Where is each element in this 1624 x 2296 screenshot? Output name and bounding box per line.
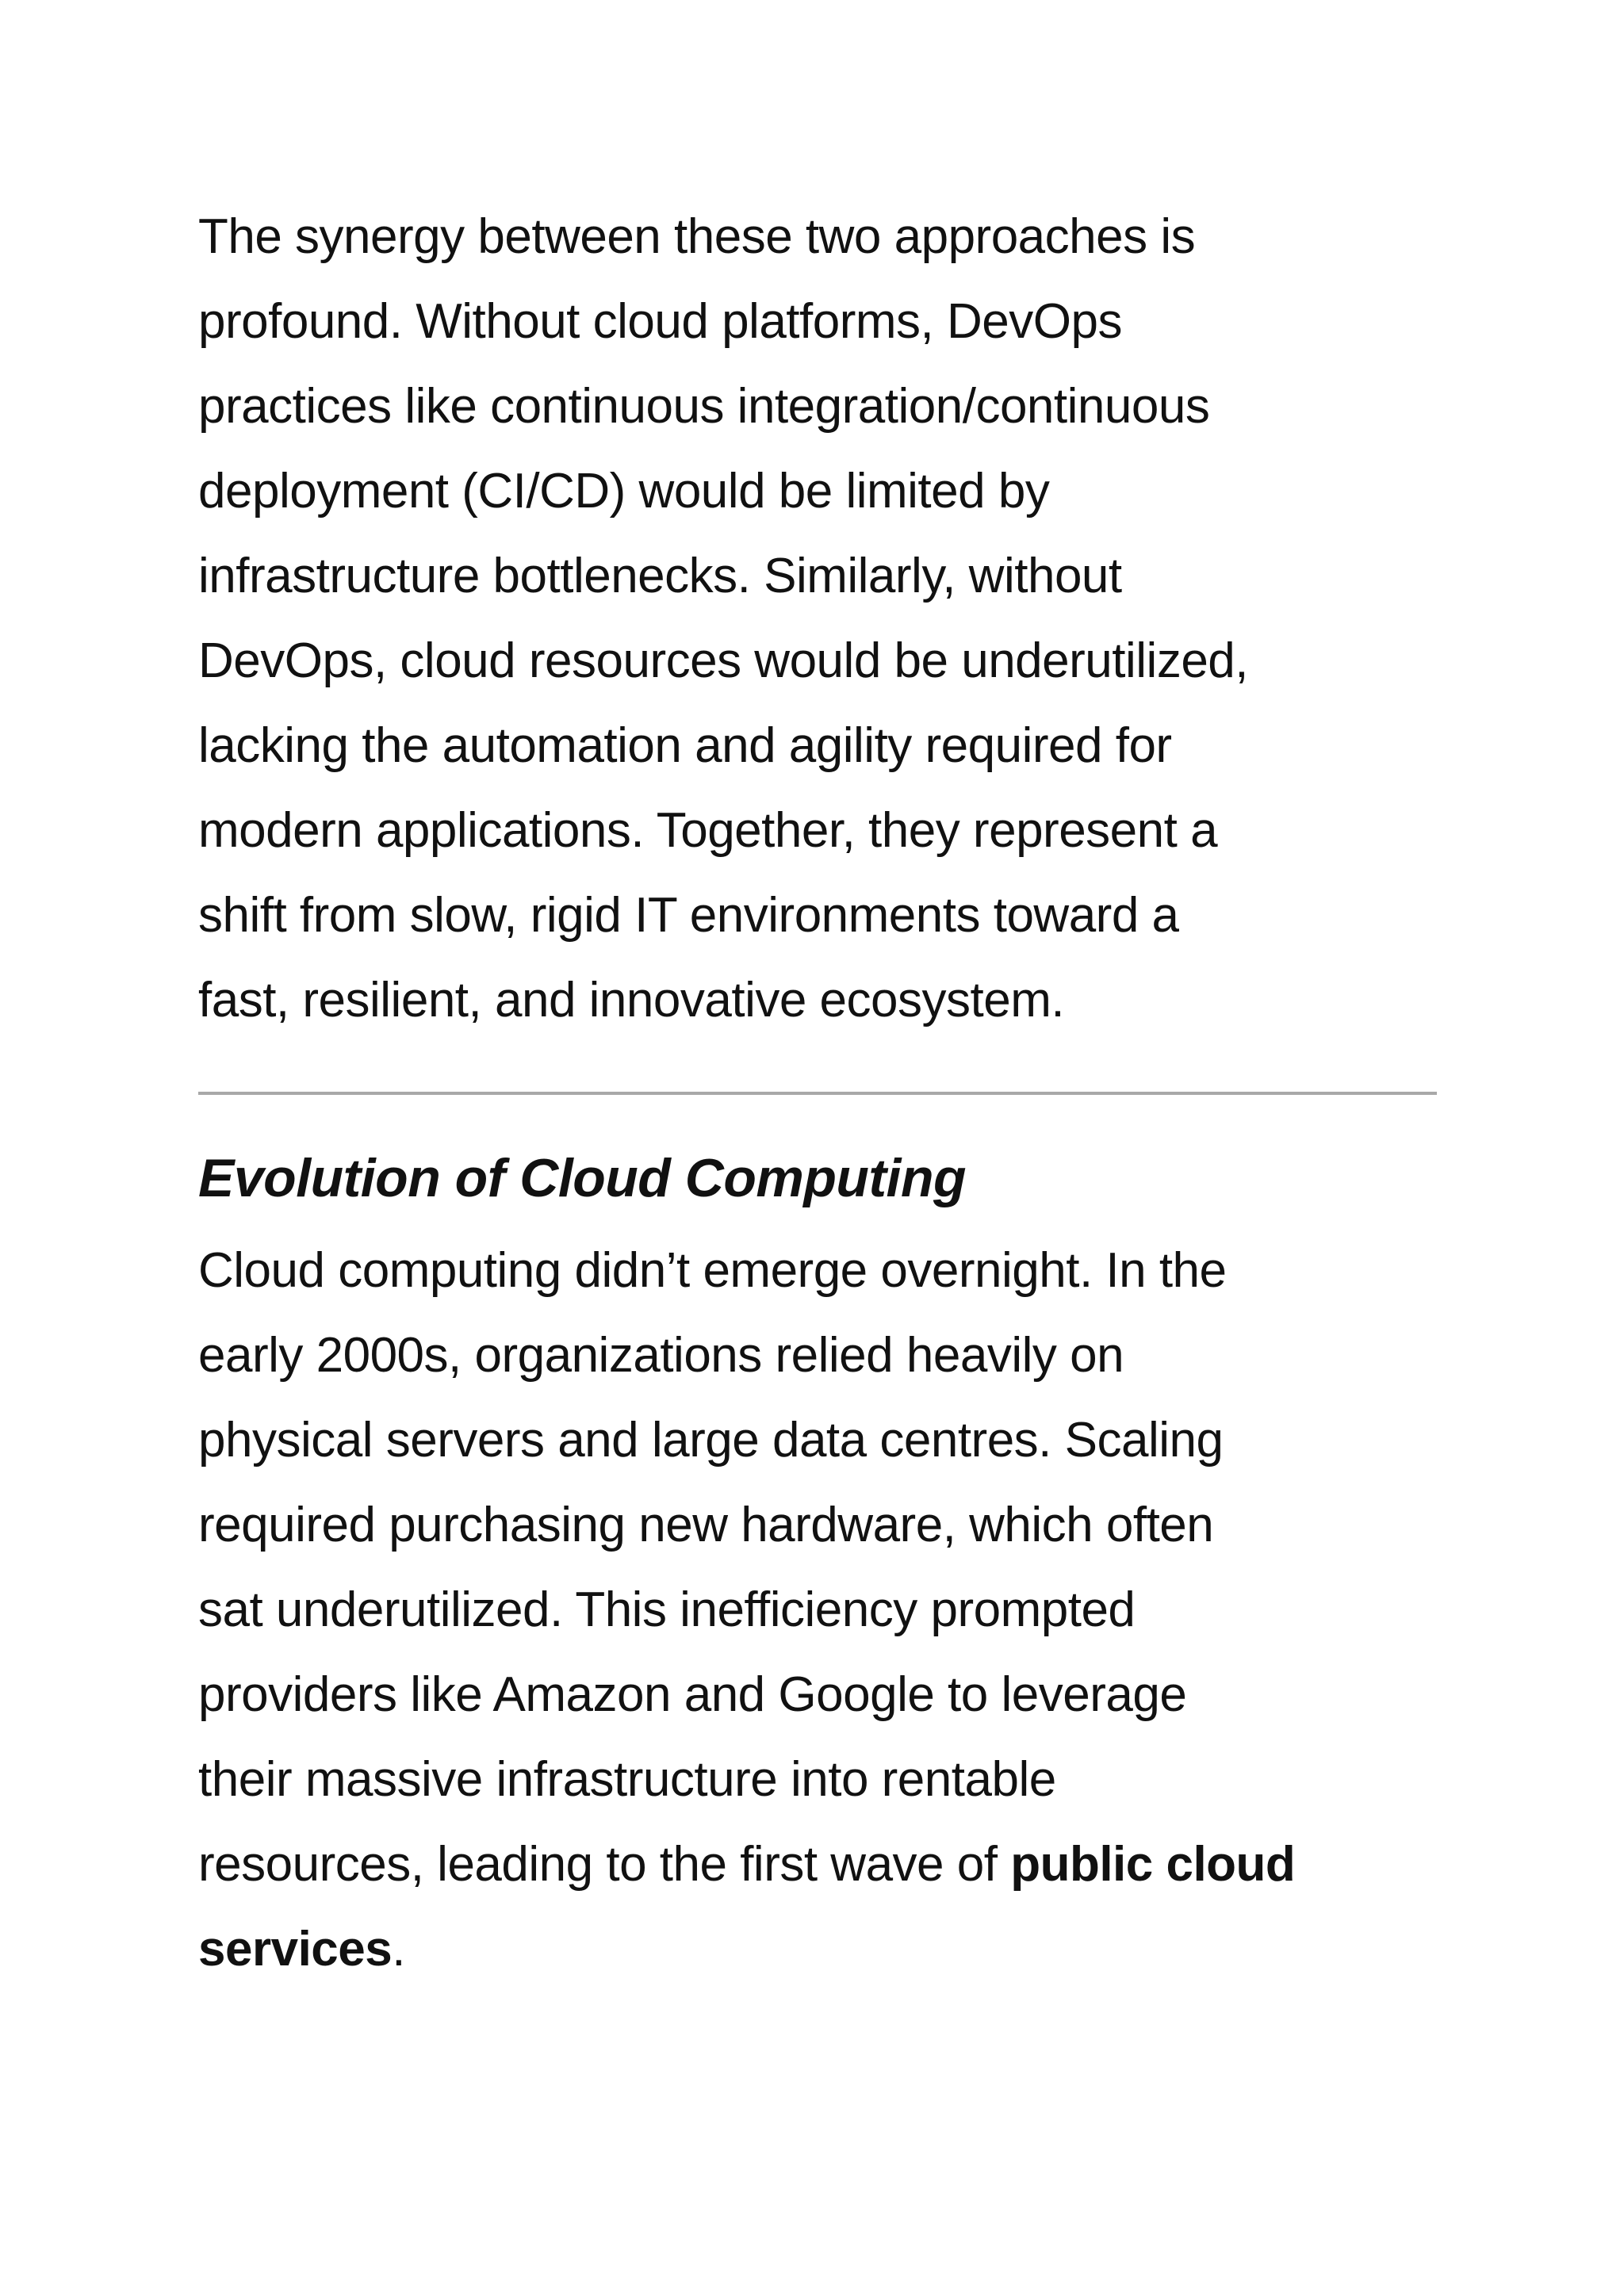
paragraph-line: infrastructure bottlenecks. Similarly, without <box>198 549 1122 603</box>
line-text: resources, leading to the first wave of <box>198 1837 1011 1892</box>
paragraph-line: Cloud computing didn’t emerge overnight. In the <box>198 1243 1227 1298</box>
paragraph-line <box>198 1907 1435 1992</box>
line-text: . <box>392 1922 405 1976</box>
evolution-paragraph <box>198 1228 1435 1992</box>
document-content <box>198 194 1435 1992</box>
paragraph-line: deployment (CI/CD) would be limited by <box>198 464 1050 519</box>
paragraph-line: physical servers and large data centres. Scaling <box>198 1413 1224 1468</box>
paragraph-line: providers like Amazon and Google to leverage <box>198 1667 1187 1722</box>
paragraph-line: early 2000s, organizations relied heavily on <box>198 1328 1124 1383</box>
paragraph-line: required purchasing new hardware, which often <box>198 1498 1214 1552</box>
paragraph-line: practices like continuous integration/continuous <box>198 379 1210 434</box>
paragraph-line: profound. Without cloud platforms, DevOps <box>198 294 1122 349</box>
paragraph-line: DevOps, cloud resources would be underutilized, <box>198 633 1249 688</box>
intro-paragraph <box>198 194 1435 1043</box>
section-heading: Evolution of Cloud Computing <box>198 1148 967 1208</box>
paragraph-line <box>198 1822 1435 1907</box>
paragraph-line: fast, resilient, and innovative ecosystem. <box>198 973 1065 1027</box>
bold-term: public cloud <box>1010 1837 1296 1892</box>
paragraph-line: modern applications. Together, they represent a <box>198 803 1218 858</box>
bold-term: services <box>198 1922 393 1976</box>
paragraph-line: their massive infrastructure into rentable <box>198 1752 1056 1807</box>
paragraph-line: sat underutilized. This inefficiency prompted <box>198 1582 1136 1637</box>
paragraph-line: The synergy between these two approaches is <box>198 209 1196 264</box>
section-divider <box>198 1092 1437 1095</box>
paragraph-line: lacking the automation and agility required for <box>198 718 1172 773</box>
paragraph-line: shift from slow, rigid IT environments toward a <box>198 888 1179 943</box>
